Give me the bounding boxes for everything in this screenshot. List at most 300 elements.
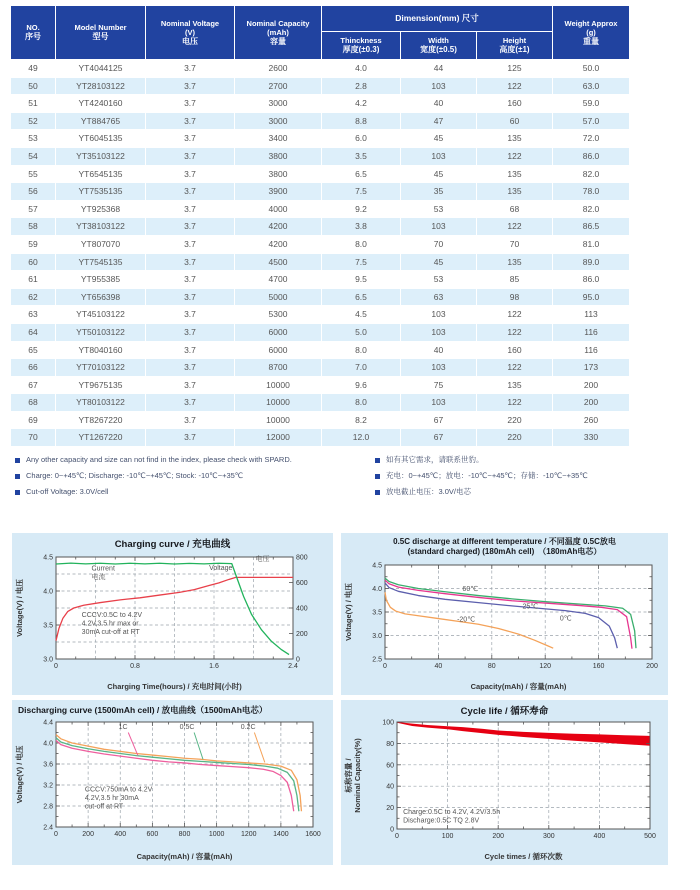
svg-text:2.4: 2.4 [288, 663, 298, 670]
table-row [11, 288, 630, 306]
svg-text:0: 0 [395, 833, 399, 840]
svg-text:1200: 1200 [240, 831, 257, 838]
svg-text:800: 800 [178, 831, 191, 838]
table-cell: 113 [553, 306, 630, 324]
table-cell: 5300 [235, 306, 322, 324]
table-cell: 3.7 [146, 200, 235, 218]
table-cell: 6000 [235, 323, 322, 341]
svg-text:2.8: 2.8 [43, 803, 53, 811]
table-cell: 44 [401, 60, 477, 78]
table-cell: 78.0 [553, 183, 630, 201]
header-capacity-cn: 容量 [270, 36, 286, 46]
table-cell: 3.7 [146, 147, 235, 165]
charging-curve-panel [12, 533, 333, 695]
table-cell: 55 [11, 165, 56, 183]
bullet-icon [375, 474, 380, 479]
table-cell: 8700 [235, 359, 322, 377]
svg-text:200: 200 [82, 831, 94, 838]
table-cell: 3.8 [322, 218, 401, 236]
table-cell: YT884765 [56, 112, 146, 130]
table-cell: 3000 [235, 95, 322, 113]
svg-text:1400: 1400 [273, 831, 289, 838]
table-cell: YT45103122 [56, 306, 146, 324]
svg-text:300: 300 [542, 833, 555, 840]
table-cell: 3.7 [146, 235, 235, 253]
table-cell: 57.0 [553, 112, 630, 130]
table-row [11, 183, 630, 201]
table-cell: 3.7 [146, 341, 235, 359]
svg-text:Charging Time(hours) / 充电时间(小时: Charging Time(hours) / 充电时间(小时) [107, 682, 242, 691]
table-row [11, 341, 630, 359]
table-cell: 8.0 [322, 394, 401, 412]
table-cell: 68 [11, 394, 56, 412]
svg-text:标称容量 /: 标称容量 / [344, 758, 353, 793]
svg-text:-20℃: -20℃ [457, 616, 476, 624]
table-cell: 122 [477, 147, 553, 165]
table-cell: 3.7 [146, 359, 235, 377]
svg-text:600: 600 [146, 831, 159, 838]
table-cell: 3.7 [146, 218, 235, 236]
table-cell: 8.8 [322, 112, 401, 130]
table-cell: 12000 [235, 429, 322, 447]
table-cell: 3.7 [146, 165, 235, 183]
svg-text:4.5: 4.5 [372, 562, 382, 570]
table-row [11, 235, 630, 253]
spec-table [10, 5, 630, 447]
table-row [11, 411, 630, 429]
header-thickness-cn: 厚度(±0.3) [342, 45, 380, 54]
table-cell: 6000 [235, 341, 322, 359]
table-cell: 160 [477, 341, 553, 359]
svg-text:0.8: 0.8 [130, 663, 140, 670]
bullet-icon [15, 474, 20, 479]
table-cell: 3.7 [146, 95, 235, 113]
header-voltage-en: Nominal Voltage [160, 18, 220, 28]
svg-text:0: 0 [54, 663, 58, 670]
table-cell: 70 [11, 429, 56, 447]
svg-text:1.6: 1.6 [209, 663, 219, 670]
table-cell: 72.0 [553, 130, 630, 148]
note-text: 放电截止电压：3.0V/电芯 [386, 487, 472, 496]
svg-text:CCCV:750mA to 4.2V4.2V,3.5 hr: CCCV:750mA to 4.2V 4.2V,3.5 hr 30mA cut-off at RT [84, 786, 153, 811]
table-cell: 35 [401, 183, 477, 201]
table-cell: 103 [401, 147, 477, 165]
table-cell: 122 [477, 77, 553, 95]
note-item [15, 472, 360, 481]
table-cell: YT656398 [56, 288, 146, 306]
table-cell: 82.0 [553, 200, 630, 218]
table-cell: 2700 [235, 77, 322, 95]
table-cell: 330 [553, 429, 630, 447]
table-cell: 2.8 [322, 77, 401, 95]
svg-text:3.2: 3.2 [43, 782, 53, 790]
table-cell: 2600 [235, 60, 322, 78]
table-cell: 9.6 [322, 376, 401, 394]
header-no-cn: 序号 [25, 32, 41, 41]
svg-text:0: 0 [54, 831, 58, 838]
table-cell: 135 [477, 183, 553, 201]
note-text: Any other capacity and size can not find in the index, please check with SPARD. [26, 455, 292, 464]
svg-text:200: 200 [646, 663, 658, 670]
svg-text:400: 400 [114, 831, 127, 838]
svg-text:Discharging curve (1500mAh cel: Discharging curve (1500mAh cell) / 放电曲线（1500mAh电芯） [18, 705, 268, 715]
svg-text:Capacity(mAh) / 容量(mAh): Capacity(mAh) / 容量(mAh) [470, 682, 567, 691]
table-cell: 65 [11, 341, 56, 359]
svg-text:CCCV:0.5C to 4.2V4.2V,3.5 hr m: CCCV:0.5C to 4.2V 4.2V,3.5 hr max or 30mA cut-off at RT [81, 611, 143, 636]
table-cell: 160 [477, 95, 553, 113]
table-cell: 9.2 [322, 200, 401, 218]
table-cell: 68 [477, 200, 553, 218]
table-row [11, 306, 630, 324]
table-cell: 59.0 [553, 95, 630, 113]
table-cell: 4.5 [322, 306, 401, 324]
table-cell: 47 [401, 112, 477, 130]
table-cell: 260 [553, 411, 630, 429]
table-cell: 8.0 [322, 235, 401, 253]
table-cell: 3.7 [146, 323, 235, 341]
table-row [11, 130, 630, 148]
header-no-en: NO. [26, 23, 40, 32]
table-cell: 70 [477, 235, 553, 253]
table-cell: 3400 [235, 130, 322, 148]
table-cell: 3900 [235, 183, 322, 201]
note-text: Cut-off Voltage: 3.0V/cell [26, 487, 109, 496]
svg-text:3.5: 3.5 [372, 609, 382, 617]
svg-text:200: 200 [296, 631, 308, 638]
table-cell: 3.5 [322, 147, 401, 165]
header-model-en: Model Number [74, 23, 127, 32]
table-cell: 86.0 [553, 147, 630, 165]
table-cell: 103 [401, 394, 477, 412]
svg-text:60: 60 [386, 762, 394, 770]
table-row [11, 271, 630, 289]
note-text: Charge: 0~+45℃; Discharge: -10℃~+45℃; Stock: -10℃~+35℃ [26, 471, 244, 480]
note-item [375, 456, 690, 465]
table-cell: 173 [553, 359, 630, 377]
table-cell: YT955385 [56, 271, 146, 289]
charging-curve-chart [12, 533, 333, 695]
note-item [375, 472, 690, 481]
header-model-cn: 型号 [92, 32, 109, 41]
svg-text:Current电流: Current 电流 [91, 565, 115, 582]
table-cell: 10000 [235, 376, 322, 394]
table-cell: 53 [401, 271, 477, 289]
table-cell: 4.0 [322, 60, 401, 78]
table-cell: 51 [11, 95, 56, 113]
table-cell: 66 [11, 359, 56, 377]
table-cell: 200 [553, 376, 630, 394]
table-cell: 3.7 [146, 288, 235, 306]
svg-text:4.4: 4.4 [43, 719, 53, 727]
svg-text:4.0: 4.0 [372, 586, 382, 593]
table-cell: 4200 [235, 235, 322, 253]
table-cell: 6.5 [322, 165, 401, 183]
col-header-model [56, 6, 146, 60]
col-header-voltage [146, 6, 235, 60]
header-capacity-en: Nominal Capacity [246, 18, 310, 28]
table-cell: 122 [477, 359, 553, 377]
table-cell: 52 [11, 112, 56, 130]
table-cell: YT38103122 [56, 218, 146, 236]
table-row [11, 147, 630, 165]
table-cell: 67 [11, 376, 56, 394]
svg-text:800: 800 [296, 554, 308, 562]
table-cell: 4000 [235, 200, 322, 218]
svg-text:0.5C: 0.5C [179, 723, 195, 731]
svg-text:1000: 1000 [208, 831, 225, 838]
cycle-life-panel [341, 700, 668, 865]
table-cell: 60 [11, 253, 56, 271]
table-cell: 62 [11, 288, 56, 306]
svg-text:60℃: 60℃ [462, 585, 479, 593]
table-cell: 49 [11, 60, 56, 78]
svg-text:400: 400 [296, 605, 308, 613]
table-cell: 56 [11, 183, 56, 201]
table-cell: 6.0 [322, 130, 401, 148]
table-cell: 7.5 [322, 183, 401, 201]
note-text: 如有其它需求，请联系世豹。 [386, 455, 484, 464]
table-cell: 4700 [235, 271, 322, 289]
table-cell: 3800 [235, 147, 322, 165]
table-row [11, 165, 630, 183]
table-cell: 9.5 [322, 271, 401, 289]
table-cell: 3.7 [146, 77, 235, 95]
table-cell: 135 [477, 376, 553, 394]
table-row [11, 359, 630, 377]
table-cell: 8.2 [322, 411, 401, 429]
svg-text:Voltage(V) / 电压: Voltage(V) / 电压 [15, 745, 24, 804]
table-cell: 75 [401, 376, 477, 394]
header-width-cn: 宽度(±0.5) [420, 45, 457, 54]
header-height-en: Height [502, 36, 527, 45]
table-cell: 53 [401, 200, 477, 218]
table-cell: 95.0 [553, 288, 630, 306]
svg-text:4.0: 4.0 [43, 588, 53, 596]
svg-text:100: 100 [382, 719, 394, 727]
table-cell: 122 [477, 218, 553, 236]
svg-text:0: 0 [296, 656, 300, 664]
table-cell: 116 [553, 323, 630, 341]
table-cell: 45 [401, 130, 477, 148]
svg-text:电压: 电压 [255, 556, 270, 564]
svg-text:Cycle times / 循环次数: Cycle times / 循环次数 [484, 852, 563, 861]
note-item [375, 488, 690, 497]
svg-text:3.0: 3.0 [43, 656, 53, 664]
bullet-icon [375, 490, 380, 495]
table-row [11, 323, 630, 341]
svg-text:4.0: 4.0 [43, 740, 53, 748]
table-cell: 103 [401, 77, 477, 95]
table-cell: YT7545135 [56, 253, 146, 271]
svg-text:80: 80 [487, 663, 496, 670]
table-row [11, 218, 630, 236]
table-cell: 103 [401, 323, 477, 341]
svg-text:Charging curve / 充电曲线: Charging curve / 充电曲线 [114, 539, 231, 550]
table-cell: YT70103122 [56, 359, 146, 377]
table-cell: 58 [11, 218, 56, 236]
table-row [11, 394, 630, 412]
header-voltage-unit: (V) [185, 27, 195, 37]
svg-text:Charge:0.5C to 4.2V, 4.2V/3.5h: Charge:0.5C to 4.2V, 4.2V/3.5h Discharge:0.5C TQ 2.8V [403, 809, 501, 825]
discharging-curve-panel [12, 700, 333, 865]
col-header-no [11, 6, 56, 60]
table-cell: YT28103122 [56, 77, 146, 95]
table-cell: 45 [401, 253, 477, 271]
table-row [11, 112, 630, 130]
table-cell: 103 [401, 306, 477, 324]
table-cell: 69 [11, 411, 56, 429]
table-cell: 12.0 [322, 429, 401, 447]
header-width-en: Width [428, 36, 449, 45]
spec-table-header [11, 6, 630, 60]
svg-text:160: 160 [592, 663, 605, 670]
table-cell: 122 [477, 306, 553, 324]
table-cell: YT925368 [56, 200, 146, 218]
svg-text:40: 40 [386, 783, 394, 791]
svg-text:(standard charged) (180mAh cel: (standard charged) (180mAh cell) （180mAh电芯） [407, 547, 602, 556]
table-cell: 135 [477, 253, 553, 271]
table-row [11, 95, 630, 113]
table-cell: 3.7 [146, 60, 235, 78]
col-header-thickness [322, 32, 401, 60]
table-cell: 54 [11, 147, 56, 165]
table-cell: 89.0 [553, 253, 630, 271]
svg-text:80: 80 [386, 740, 394, 748]
table-cell: 135 [477, 130, 553, 148]
svg-text:120: 120 [539, 663, 552, 670]
table-cell: 70 [401, 235, 477, 253]
table-cell: 3.7 [146, 130, 235, 148]
table-cell: 82.0 [553, 165, 630, 183]
table-cell: 64 [11, 323, 56, 341]
svg-text:2.4: 2.4 [43, 824, 53, 832]
table-cell: 200 [553, 394, 630, 412]
bullet-icon [15, 490, 20, 495]
svg-text:Voltage: Voltage [209, 564, 233, 572]
table-cell: 63.0 [553, 77, 630, 95]
table-cell: YT80103122 [56, 394, 146, 412]
table-cell: 3.7 [146, 376, 235, 394]
temp-discharge-chart [341, 533, 668, 695]
col-header-height [477, 32, 553, 60]
svg-text:4.5: 4.5 [43, 554, 53, 562]
table-cell: 63 [11, 306, 56, 324]
table-cell: 67 [401, 411, 477, 429]
table-cell: 6.5 [322, 288, 401, 306]
table-cell: YT9675135 [56, 376, 146, 394]
table-row [11, 60, 630, 78]
table-cell: 103 [401, 359, 477, 377]
table-cell: 81.0 [553, 235, 630, 253]
table-cell: 67 [401, 429, 477, 447]
svg-text:0.2C: 0.2C [240, 723, 256, 731]
table-cell: YT4240160 [56, 95, 146, 113]
table-cell: 63 [401, 288, 477, 306]
table-cell: 53 [11, 130, 56, 148]
header-weight-unit: (g) [586, 27, 596, 37]
table-cell: YT6045135 [56, 130, 146, 148]
table-row [11, 376, 630, 394]
svg-text:200: 200 [492, 833, 505, 840]
table-row [11, 200, 630, 218]
table-cell: YT8040160 [56, 341, 146, 359]
table-cell: 45 [401, 165, 477, 183]
table-row [11, 77, 630, 95]
note-item [15, 456, 360, 465]
table-cell: YT6545135 [56, 165, 146, 183]
table-cell: 125 [477, 60, 553, 78]
svg-text:0.5C discharge at different te: 0.5C discharge at different temperature / 不同温度 0.5C放电 [393, 537, 616, 546]
bullet-icon [375, 458, 380, 463]
table-cell: 122 [477, 394, 553, 412]
table-row [11, 253, 630, 271]
svg-text:20: 20 [386, 805, 394, 813]
table-cell: 61 [11, 271, 56, 289]
table-cell: YT8267220 [56, 411, 146, 429]
table-cell: 3800 [235, 165, 322, 183]
header-thickness-en: Thinckness [340, 36, 382, 45]
discharging-curve-chart [12, 700, 333, 865]
temp-discharge-panel [341, 533, 668, 695]
table-cell: 98 [477, 288, 553, 306]
svg-text:Nominal Capacity(%): Nominal Capacity(%) [353, 738, 362, 813]
table-cell: 59 [11, 235, 56, 253]
svg-text:600: 600 [296, 580, 308, 587]
note-text: 充电：0~+45℃；放电：-10℃~+45℃；存储：-10℃~+35℃ [386, 471, 588, 480]
table-cell: 57 [11, 200, 56, 218]
table-cell: 3.7 [146, 253, 235, 271]
table-cell: 116 [553, 341, 630, 359]
table-cell: 3.7 [146, 429, 235, 447]
table-cell: 85 [477, 271, 553, 289]
col-header-weight [553, 6, 630, 60]
table-cell: 122 [477, 323, 553, 341]
table-cell: 4500 [235, 253, 322, 271]
table-cell: YT50103122 [56, 323, 146, 341]
table-cell: 3.7 [146, 411, 235, 429]
table-cell: YT7535135 [56, 183, 146, 201]
header-height-cn: 高度(±1) [499, 45, 530, 54]
svg-text:0: 0 [390, 826, 394, 834]
notes-left [15, 456, 360, 504]
svg-text:Voltage(V) / 电压: Voltage(V) / 电压 [344, 583, 353, 641]
cycle-life-chart [341, 700, 668, 865]
table-cell: 40 [401, 95, 477, 113]
svg-text:3.5: 3.5 [43, 622, 53, 630]
table-cell: 10000 [235, 394, 322, 412]
table-cell: 50 [11, 77, 56, 95]
col-header-width [401, 32, 477, 60]
table-cell: 3.7 [146, 112, 235, 130]
svg-text:Voltage(V) / 电压: Voltage(V) / 电压 [15, 579, 24, 637]
table-cell: 7.0 [322, 359, 401, 377]
spec-table-body [11, 60, 630, 447]
table-cell: 40 [401, 341, 477, 359]
table-cell: YT1267220 [56, 429, 146, 447]
table-cell: 220 [477, 411, 553, 429]
svg-text:25℃: 25℃ [522, 603, 539, 611]
table-cell: YT807070 [56, 235, 146, 253]
svg-text:1600: 1600 [305, 831, 321, 838]
table-cell: YT4044125 [56, 60, 146, 78]
table-cell: YT35103122 [56, 147, 146, 165]
table-cell: 3.7 [146, 183, 235, 201]
svg-text:Capacity(mAh) / 容量(mAh): Capacity(mAh) / 容量(mAh) [136, 852, 233, 861]
svg-text:40: 40 [434, 663, 443, 670]
svg-text:3.0: 3.0 [372, 633, 382, 640]
bullet-icon [15, 458, 20, 463]
svg-text:3.6: 3.6 [43, 761, 53, 769]
